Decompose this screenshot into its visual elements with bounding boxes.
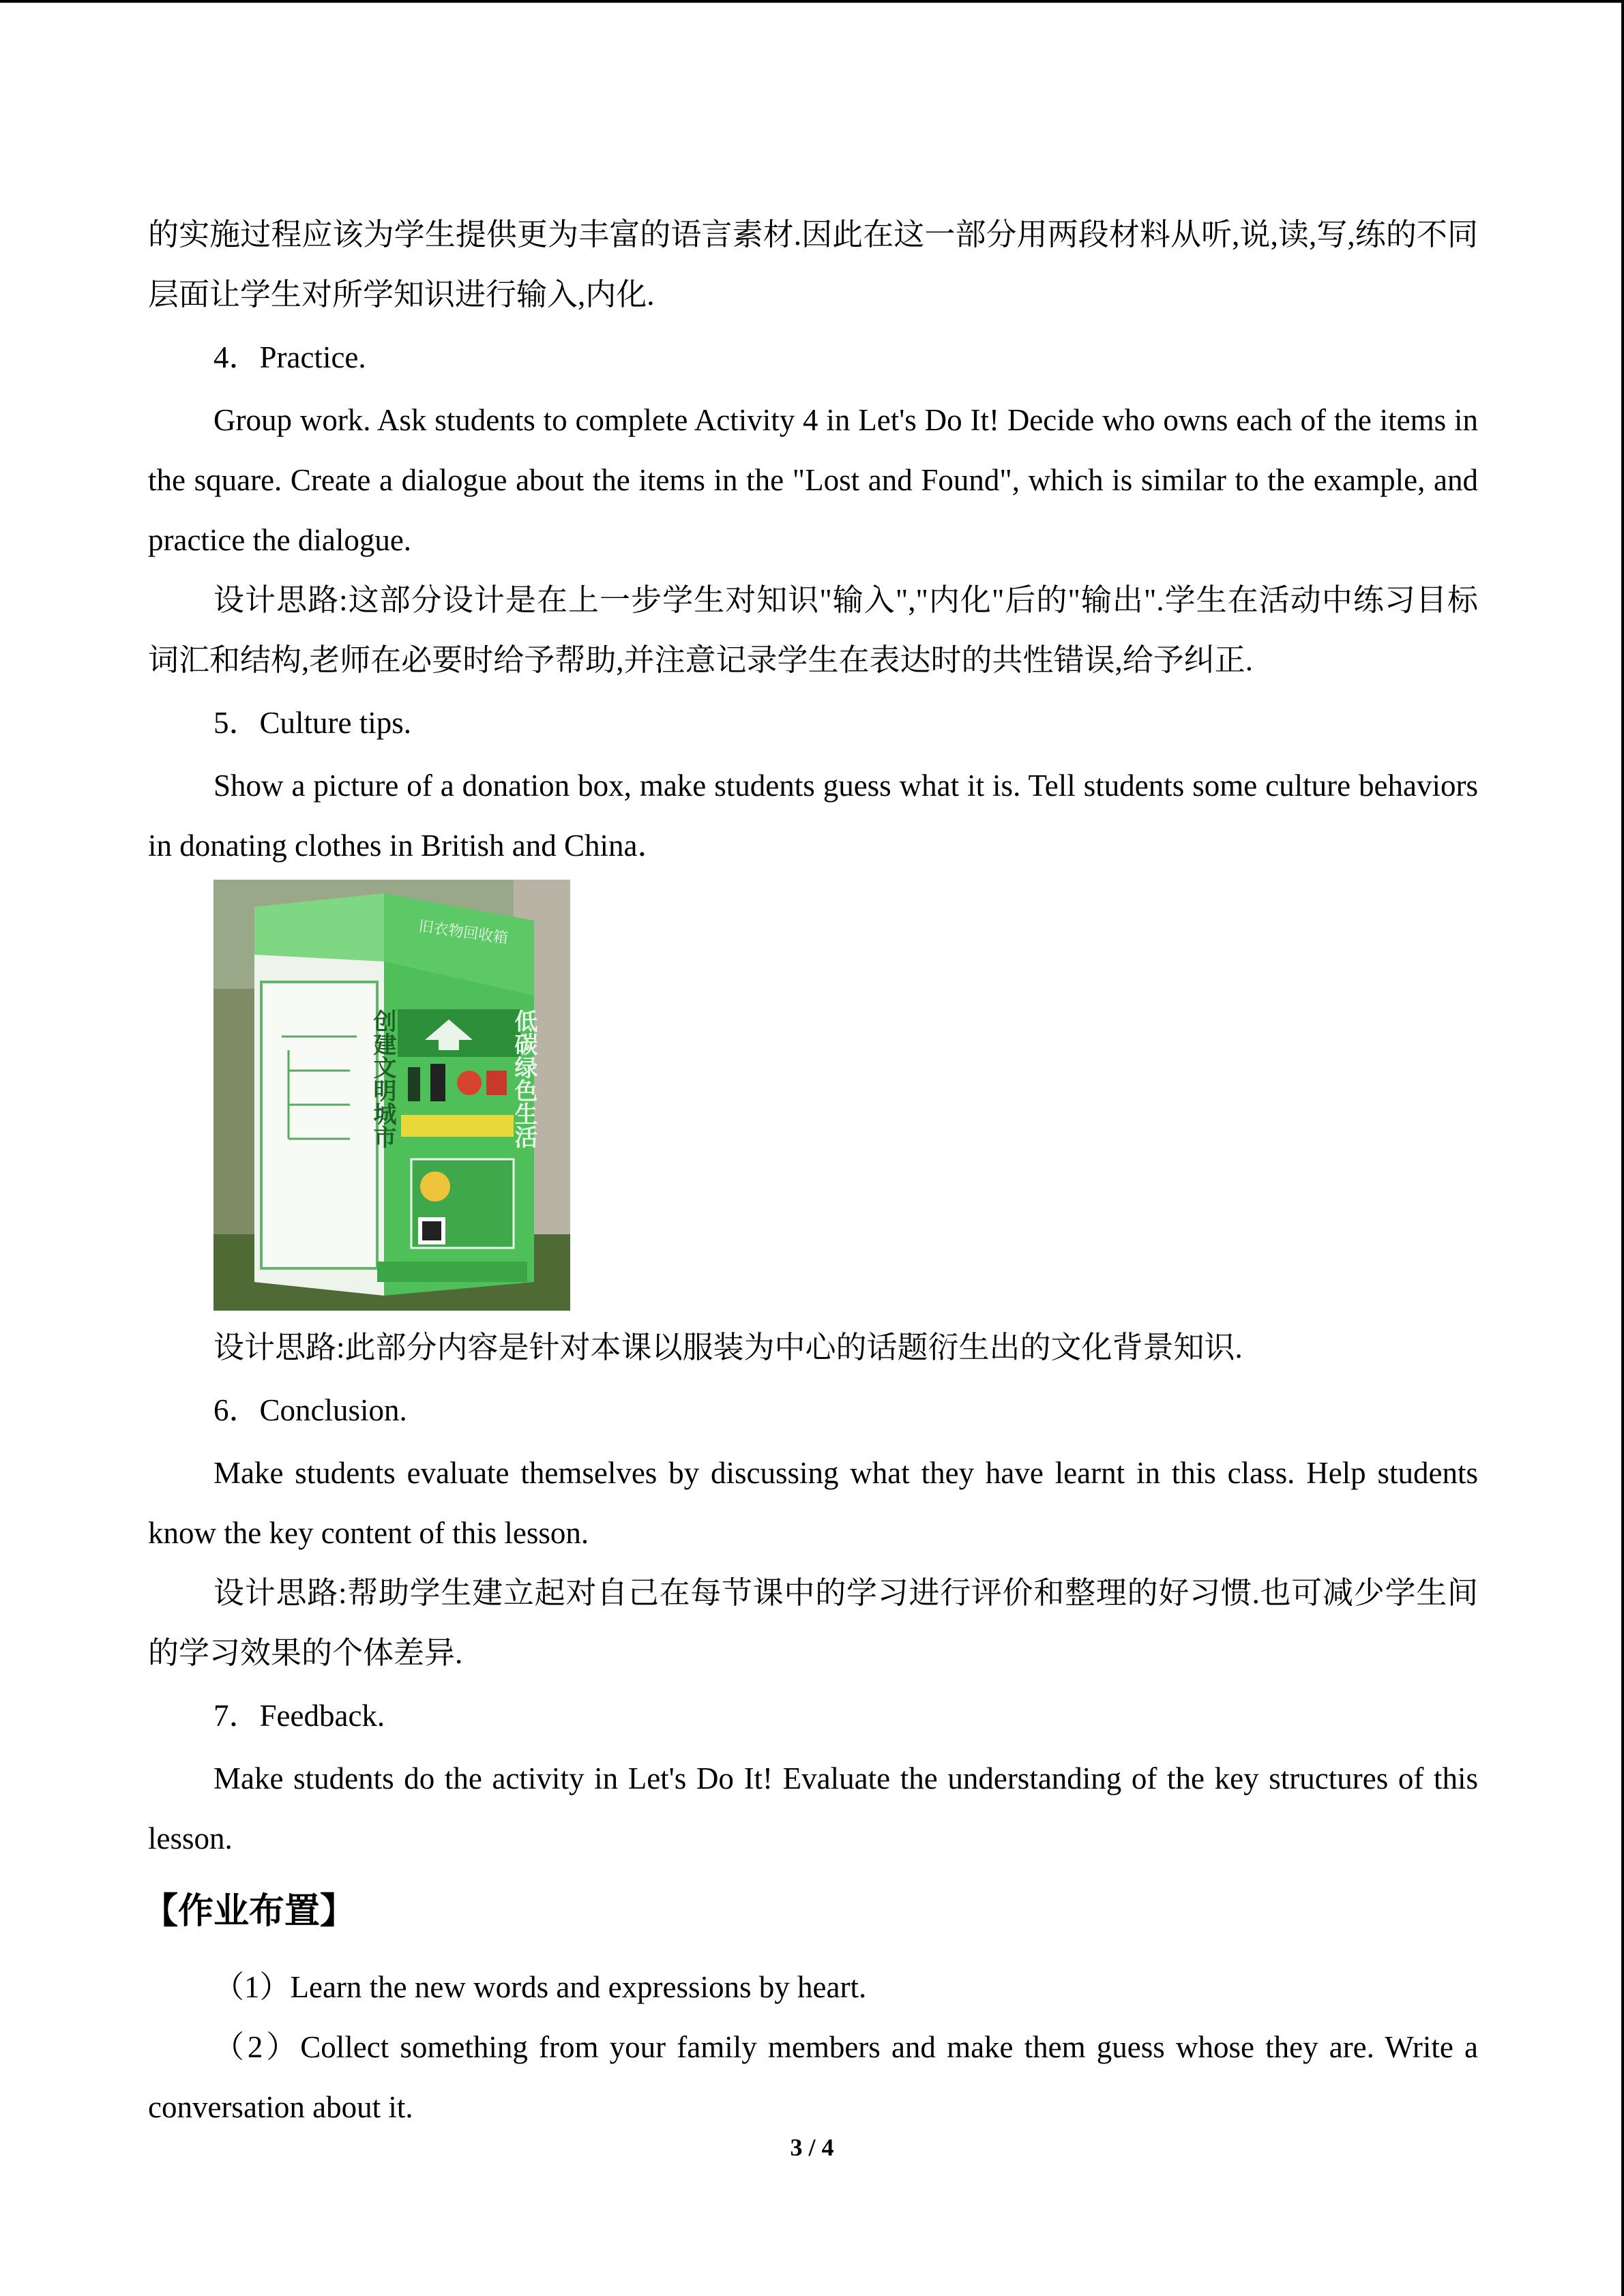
- paragraph-intro-continued: 的实施过程应该为学生提供更为丰富的语言素材.因此在这一部分用两段材料从听,说,读,写,练的不同层面让学生对所学知识进行输入,内化.: [148, 218, 1478, 312]
- heading-feedback: 7．Feedback.: [213, 1699, 385, 1733]
- design-note-conclusion: 设计思路:帮助学生建立起对自己在每节课中的学习进行评价和整理的好习惯.也可减少学生间的学习效果的个体差异.: [148, 1576, 1478, 1670]
- heading-practice: 4．Practice.: [213, 340, 366, 374]
- heading-conclusion: 6．Conclusion.: [213, 1393, 407, 1427]
- page-number: 3 / 4: [790, 2134, 834, 2161]
- photo-banner-text: 旧衣物回收箱: [417, 918, 510, 948]
- paragraph-feedback: Make students do the activity in Let's Do It! Evaluate the understanding of the key structures of this lesson.: [148, 1761, 1478, 1855]
- design-note-practice: 设计思路:这部分设计是在上一步学生对知识"输入","内化"后的"输出".学生在活动中练习目标词汇和结构,老师在必要时给予帮助,并注意记录学生在表达时的共性错误,给予纠正.: [148, 583, 1478, 677]
- heading-culture-tips: 5．Culture tips.: [213, 706, 411, 740]
- page-top-border: [0, 0, 1624, 3]
- paragraph-practice: Group work. Ask students to complete Activity 4 in Let's Do It! Decide who owns each of the items in the square. Create a dialogue about the items in the "Lost and Found", which is similar to the example, and practice the dialogue.: [148, 403, 1478, 557]
- donation-box-photo: [213, 880, 570, 1311]
- page-right-border: [1621, 0, 1624, 2296]
- photo-right-slogan: 低碳绿色生活: [510, 1009, 537, 1148]
- paragraph-culture-tips: Show a picture of a donation box, make students guess what it is. Tell students some culture behaviors in donating clothes in British and China．: [148, 769, 1478, 863]
- design-note-culture-tips: 设计思路:此部分内容是针对本课以服装为中心的话题衍生出的文化背景知识.: [213, 1330, 1243, 1365]
- page-content: [143, 205, 1478, 2137]
- paragraph-conclusion: Make students evaluate themselves by discussing what they have learnt in this class. Help students know the key content of this lesson.: [148, 1456, 1478, 1550]
- homework-item-2: （2）Collect something from your family members and make them guess whose they are. Write a conversation about it.: [148, 2030, 1478, 2124]
- section-heading-homework: 【作业布置】: [143, 1891, 356, 1932]
- photo-left-slogan: 创建文明城市: [369, 1009, 396, 1148]
- homework-item-1: （1）Learn the new words and expressions by heart.: [213, 1970, 867, 2004]
